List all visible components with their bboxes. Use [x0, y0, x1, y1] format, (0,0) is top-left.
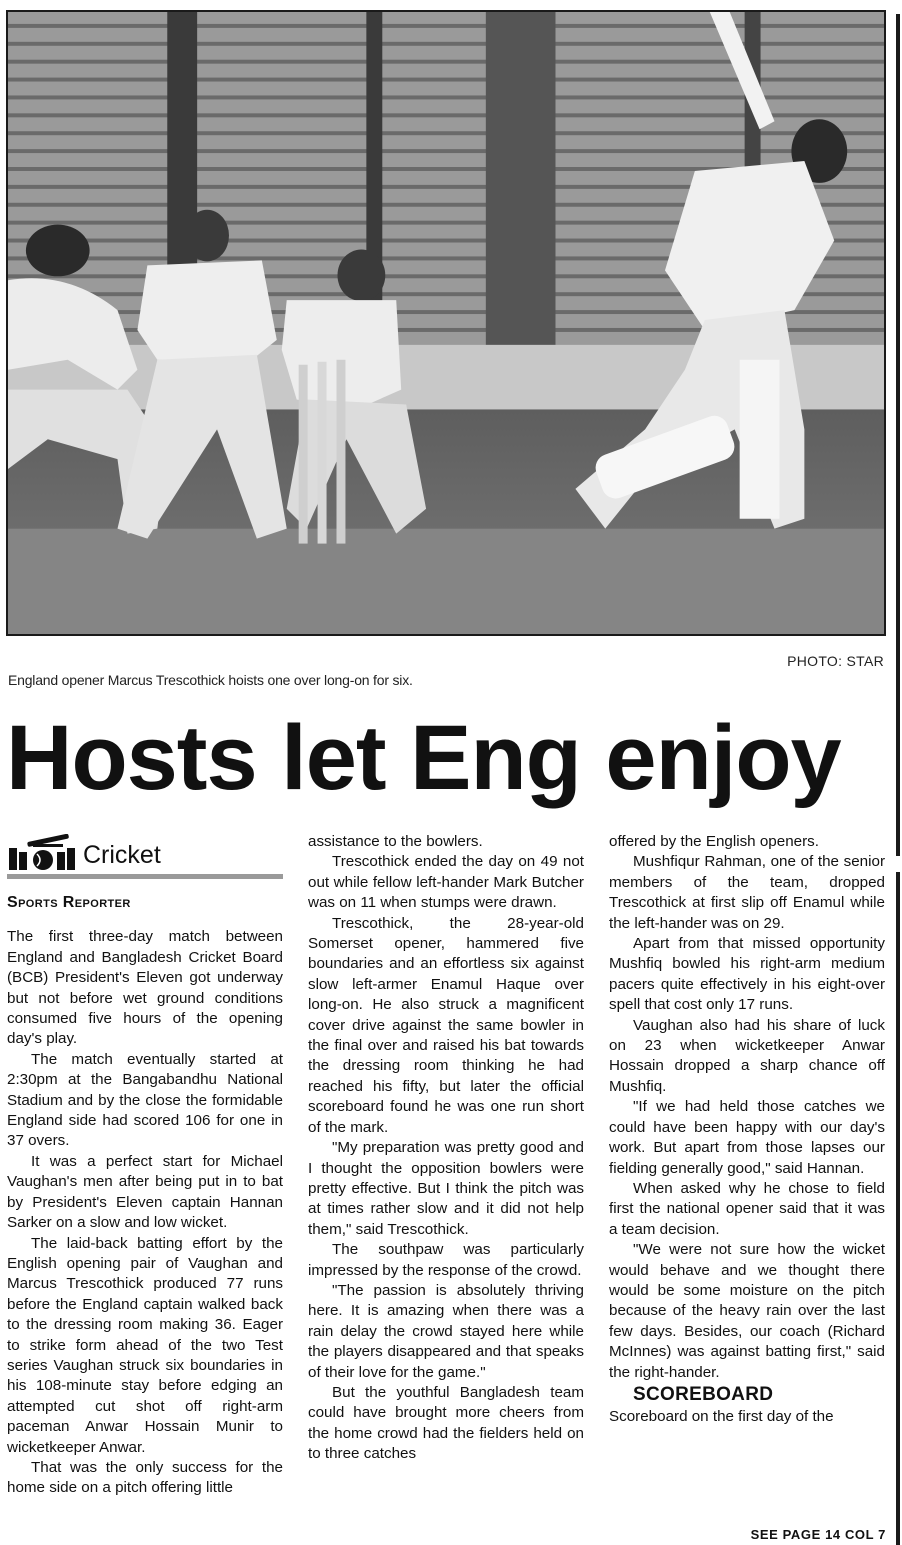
- column-rule: [896, 14, 900, 856]
- paragraph: The laid-back batting effort by the English opening pair of Vaughan and Marcus Trescothick produced 77 runs before the England captain walked back to the dressing room making 36. Eager to strike form ahead of the two Test series Vaughan struck six boundaries in his 108-minute stay before edging an attempted cut shot off right-arm paceman Anwar Hossain Munir to wicketkeeper Anwar.: [7, 1234, 283, 1456]
- section-label: Cricket: [83, 840, 161, 869]
- photo-caption: England opener Marcus Trescothick hoists one over long-on for six.: [8, 672, 413, 688]
- column-rule: [896, 872, 900, 1545]
- paragraph: The southpaw was particularly impressed by the response of the crowd.: [308, 1241, 584, 1279]
- cricket-photo: [6, 10, 886, 636]
- paragraph: "If we had held those catches we could have been happy with our day's work. But apart from those lapses our fielding generally good," said Hannan.: [609, 1098, 885, 1177]
- paragraph: But the youthful Bangladesh team could have brought more cheers from the home crowd had the fielders held on to three catches: [308, 1383, 584, 1463]
- jump-reference: SEE PAGE 14 COL 7: [750, 1527, 886, 1542]
- section-header: [7, 834, 283, 874]
- paragraph: The first three-day match between England and Bangladesh Cricket Board (BCB) President's Eleven got underway but not before wet ground conditions consumed five hours of the opening day's play.: [7, 928, 283, 1048]
- paragraph: Apart from that missed opportunity Mushfiq bowled his right-arm medium pacers quite effectively in his eight-over spell that cost only 17 runs.: [609, 935, 885, 1014]
- paragraph: It was a perfect start for Michael Vaughan's men after being put in to bat by President's Eleven captain Hannan Sarker on a slow and low wicket.: [7, 1152, 283, 1232]
- paragraph: That was the only success for the home side on a pitch offering little: [7, 1458, 283, 1497]
- article-column-3: [609, 832, 885, 1427]
- paragraph: Trescothick ended the day on 49 not out while fellow left-hander Mark Butcher was on 11 when stumps were drawn.: [308, 853, 584, 912]
- cricket-bat-ball-icon: [7, 834, 79, 874]
- paragraph: "My preparation was pretty good and I thought the opposition bowlers were pretty effective. But I think the pitch was at times rather slow and it did not help them," said Trescothick.: [308, 1139, 584, 1238]
- paragraph: offered by the English openers.: [609, 833, 819, 850]
- section-rule: [7, 874, 283, 879]
- cricket-action-image: [8, 12, 884, 634]
- paragraph: The match eventually started at 2:30pm at the Bangabandhu National Stadium and by the close the formidable England side had scored 106 for one in 37 overs.: [7, 1050, 283, 1150]
- paragraph: Scoreboard on the first day of the: [609, 1407, 834, 1425]
- article-column-2: [308, 832, 584, 1465]
- paragraph: "We were not sure how the wicket would behave and we thought there would be some moisture on the pitch because of the heavy rain over the last few days. Besides, our coach (Richard McInnes) was against batting first," said the right-hander.: [609, 1241, 885, 1381]
- paragraph: assistance to the bowlers.: [308, 833, 483, 850]
- paragraph: "The passion is absolutely thriving here. It is amazing when there was a rain delay the crowd stayed here while the players disappeared and that speaks of their love for the game.": [308, 1281, 584, 1381]
- byline: Sports Reporter: [7, 894, 131, 911]
- headline: Hosts let Eng enjoy: [6, 707, 841, 809]
- paragraph: When asked why he chose to field first the national opener said that it was a team decision.: [609, 1179, 885, 1238]
- article-column-1: [7, 834, 283, 1499]
- paragraph: Vaughan also had his share of luck on 23 when wicketkeeper Anwar Hossain dropped a sharp chance off Mushfiq.: [609, 1016, 885, 1095]
- subhead-scoreboard: SCOREBOARD: [633, 1383, 774, 1405]
- photo-credit: PHOTO: STAR: [787, 653, 884, 669]
- paragraph: Trescothick, the 28-year-old Somerset opener, hammered five boundaries and an effortless six against slow left-armer Enamul Haque over long-on. He also struck a magnificent cover drive against the same bowler in the final over and raised his bat towards the dressing room thinking he had reached his fifty, but later the official scoreboard found he was one run short of the mark.: [308, 914, 584, 1136]
- paragraph: Mushfiqur Rahman, one of the senior members of the team, dropped Trescothick at first slip off Enamul while the left-hander was on 29.: [609, 853, 885, 932]
